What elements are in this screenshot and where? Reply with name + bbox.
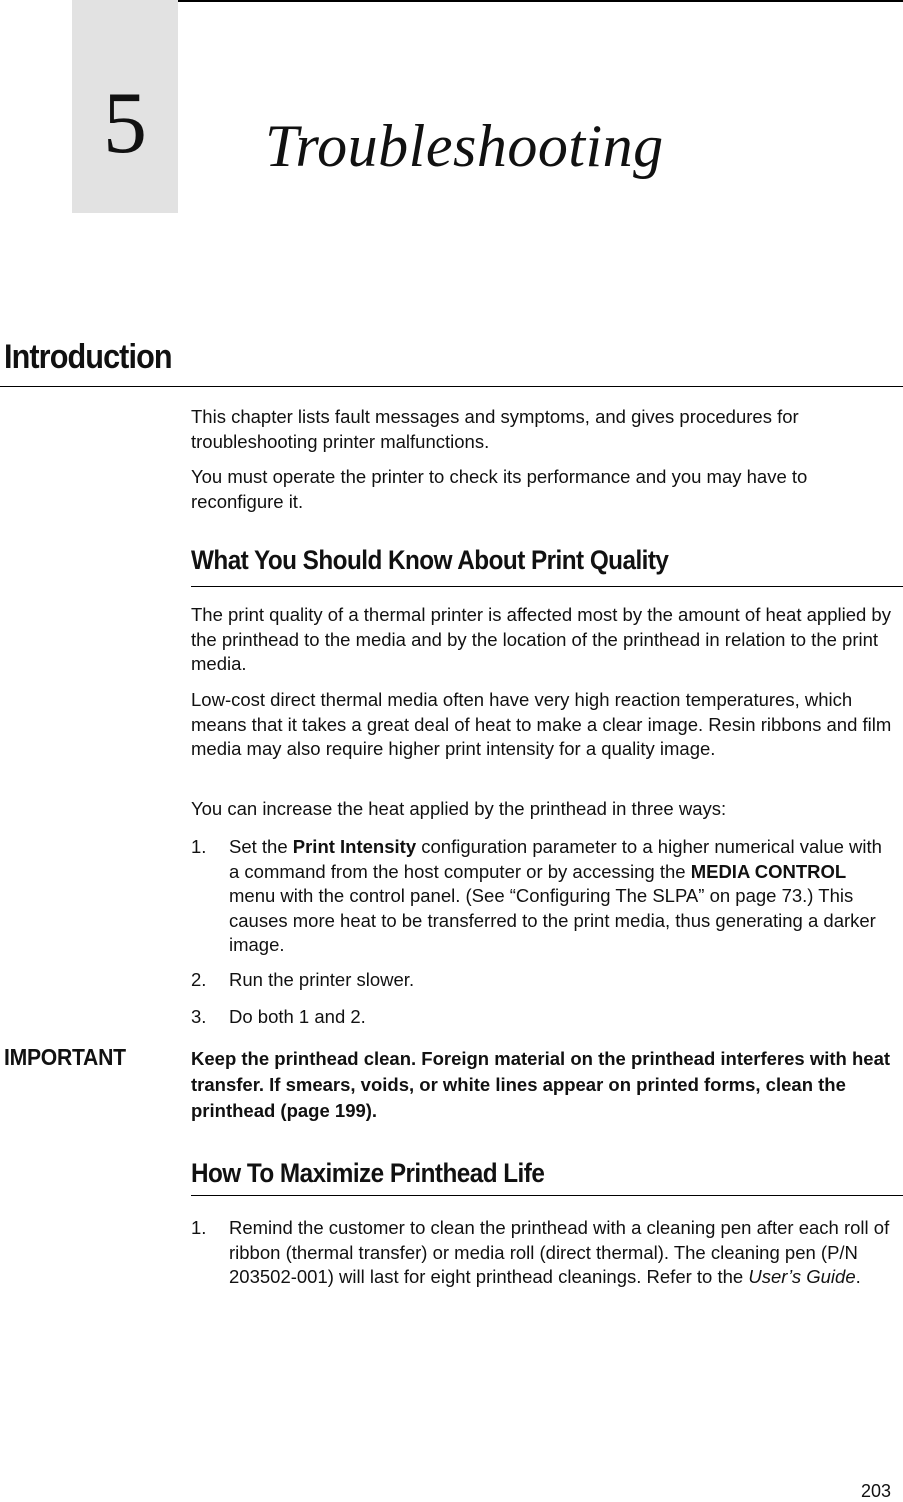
introduction-rule [0, 386, 903, 387]
print-intensity-term: Print Intensity [292, 836, 417, 857]
chapter-number-box [72, 0, 178, 213]
top-rule [72, 0, 903, 2]
print-quality-paragraph-2: Low-cost direct thermal media often have very high reaction temperatures, which means that it takes a great deal of heat to make a clear image. Resin ribbons and film media may also require higher print intensity for a quality image. [191, 689, 892, 759]
list-item [191, 1005, 896, 1030]
users-guide-reference: User’s Guide [748, 1266, 856, 1287]
list-text: Run the printer slower. [229, 969, 415, 990]
list-number: 1. [191, 1217, 207, 1238]
list-number: 3. [191, 1006, 207, 1027]
printhead-life-heading: How To Maximize Printhead Life [191, 1158, 545, 1188]
important-note: Keep the printhead clean. Foreign material on the printhead interferes with heat transfer. If smears, voids, or white lines appear on printed forms, clean the printhead (page 199). [191, 1048, 891, 1121]
list-text: Do both 1 and 2. [229, 1006, 366, 1027]
list-item [191, 835, 896, 958]
printhead-life-rule [191, 1195, 903, 1196]
list-number: 1. [191, 836, 207, 857]
list-item [191, 1216, 896, 1290]
print-quality-paragraph-3: You can increase the heat applied by the printhead in three ways: [191, 798, 727, 819]
list-item [191, 968, 896, 993]
intro-paragraph-2: You must operate the printer to check its performance and you may have to reconfigure it. [191, 466, 808, 512]
print-quality-paragraph-1: The print quality of a thermal printer is affected most by the amount of heat applied by the printhead to the media and by the location of the printhead in relation to the print media. [191, 604, 891, 674]
print-quality-rule [191, 586, 903, 587]
media-control-term: MEDIA CONTROL [690, 860, 847, 882]
intro-paragraph-1: This chapter lists fault messages and symptoms, and gives procedures for troubleshooting printer malfunctions. [191, 406, 799, 452]
page-number: 203 [860, 1481, 891, 1501]
important-label: IMPORTANT [4, 1044, 126, 1070]
list-text: Set the Print Intensity configuration parameter to a higher numerical value with a command from the host computer or by accessing the MEDIA CONTROL menu with the control panel. (See “Configuring The SLPA” on page 73.) This causes more heat to be transferred to the print media, thus generating a darker image. [229, 836, 882, 955]
list-text: Remind the customer to clean the printhead with a cleaning pen after each roll of ribbon (thermal transfer) or media roll (direct thermal). The cleaning pen (P/N 203502-001) will last for eight printhead cleanings. Refer to the User’s Guide. [229, 1217, 890, 1287]
list-number: 2. [191, 969, 207, 990]
introduction-heading: Introduction [4, 338, 172, 376]
chapter-number: 5 [103, 74, 147, 172]
chapter-title: Troubleshooting [265, 113, 664, 179]
print-quality-heading: What You Should Know About Print Quality [191, 545, 669, 575]
